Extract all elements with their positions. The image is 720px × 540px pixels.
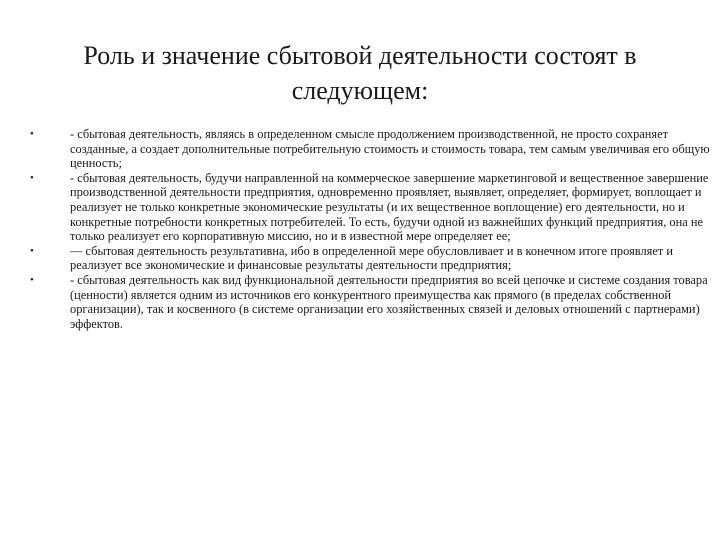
list-item-text: — сбытовая деятельность результативна, ибо в определенной мере обусловливает и в конечном итоге проявляет и реализует все экономические и финансовые результаты деятельности предприятия;	[70, 243, 673, 273]
list-item-text: - сбытовая деятельность, являясь в определенном смысле продолжением производственной, не просто сохраняет созданные, а создает дополнительные потребительную стоимость и стоимость товара, тем самым увеличивая его общую ценность;	[70, 127, 710, 171]
list-item	[30, 273, 710, 331]
list-item-text: - сбытовая деятельность, будучи направленной на коммерческое завершение маркетинговой и вещественное завершение производственной деятельности предприятия, одновременно проявляет, выявляет, определяет, формирует, воплощает и реализует не только конкретные экономические результаты (и их вещественное воплощение) его деятельности, но и конкретные потребности конкретных потребителей. То есть, будучи одной из важнейших функций предприятия, она не только реализует его корпоративную миссию, но и в известной мере определяет ее;	[70, 170, 709, 244]
list-item	[30, 171, 710, 244]
list-item	[30, 127, 710, 171]
slide-title: Роль и значение сбытовой деятельности состоят в следующем:	[83, 41, 637, 105]
bullet-marker: •	[30, 273, 34, 286]
list-item	[30, 244, 710, 273]
list-item-text: - сбытовая деятельность как вид функциональной деятельности предприятия во всей цепочке и системе создания товара (ценности) является одним из источников его конкурентного преимущества как прямого (в пределах собственной организации), так и косвенного (в системе организации его хозяйственных связей и деловых отношений с партнерами) эффектов.	[70, 272, 708, 331]
bullet-marker: •	[30, 128, 34, 140]
bullet-marker: •	[30, 244, 34, 257]
bullet-marker: •	[30, 171, 34, 184]
bullet-list	[30, 127, 710, 331]
